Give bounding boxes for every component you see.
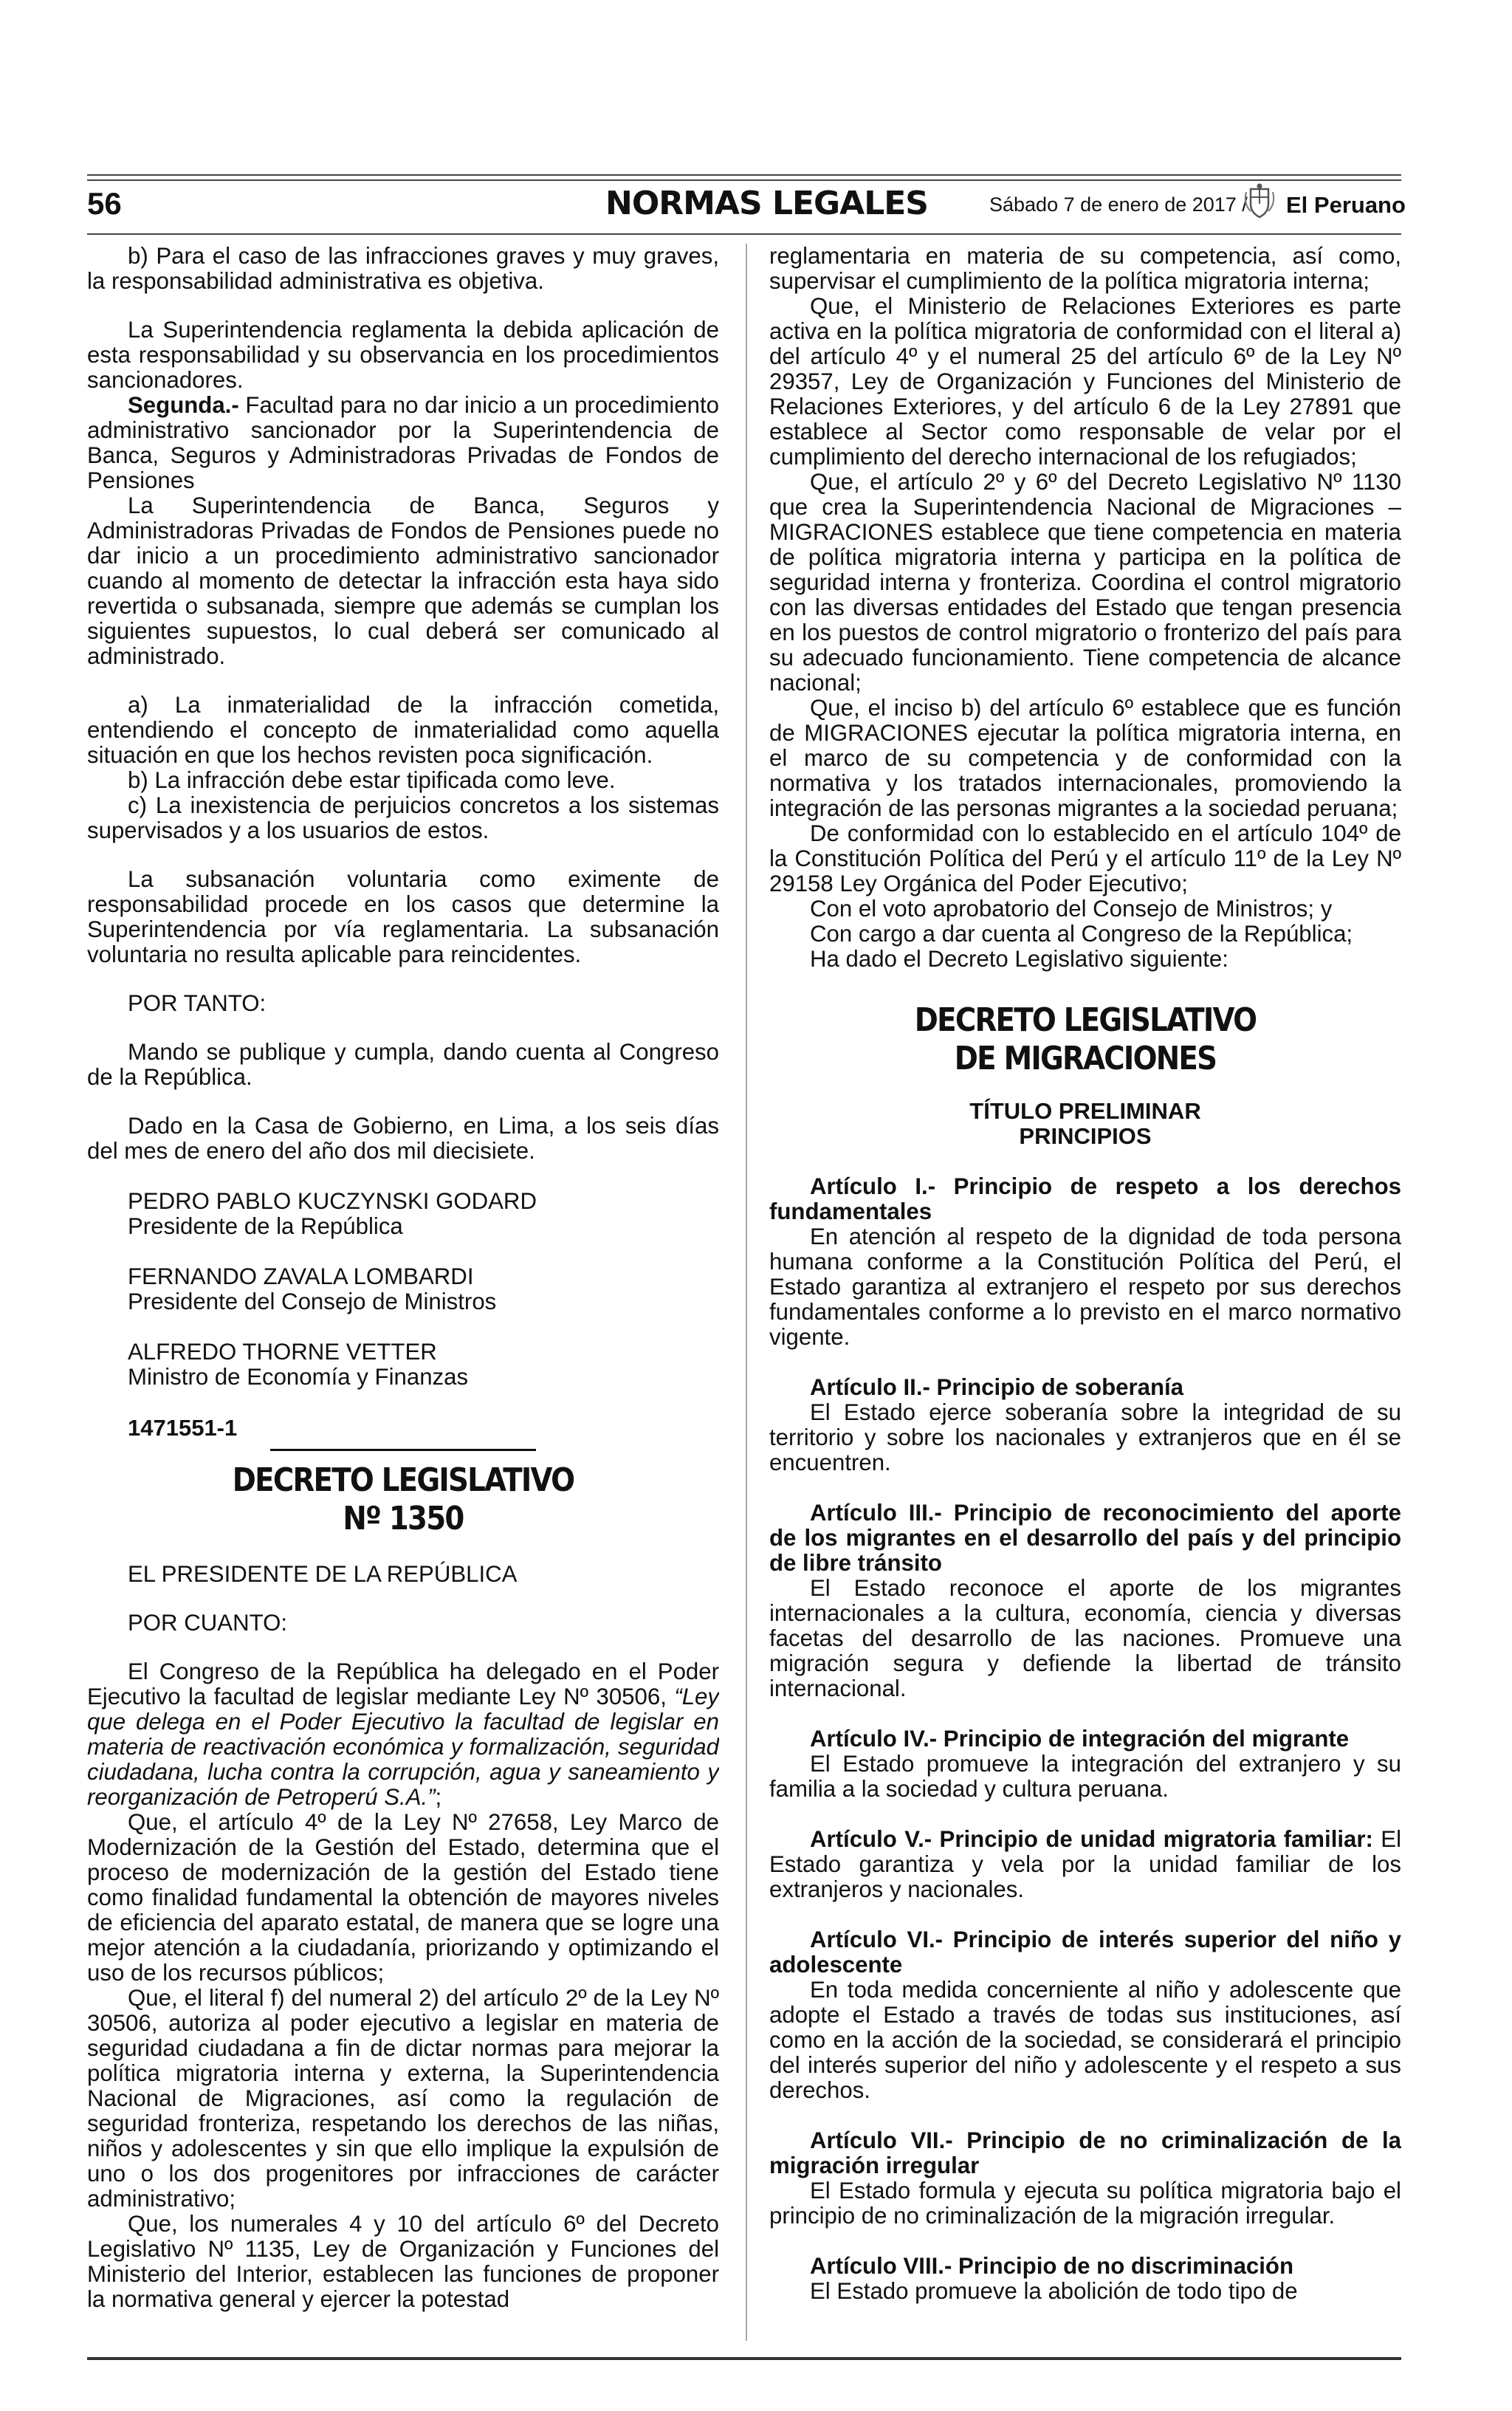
paragraph: b) Para el caso de las infracciones graves y muy graves, la responsabilidad administrativa es objetiva. [87,244,719,294]
paragraph: La subsanación voluntaria como eximente de responsabilidad procede en los casos que determine la Superintendencia por vía reglamentaria. La subsanación voluntaria no resulta aplicable para reincidentes. [87,866,719,967]
signatory-name: ALFREDO THORNE VETTER [128,1339,437,1365]
left-column [87,244,719,2370]
list-item: a) La inmaterialidad de la infracción cometida, entendiendo el concepto de inmaterialidad como aquella situación en que los hechos revisten poca significación. [87,692,719,768]
paragraph: Que, los numerales 4 y 10 del artículo 6º del Decreto Legislativo Nº 1135, Ley de Organización y Funciones del Ministerio del Interior, establecen las funciones de proponer la normativa general y ejercer la potestad [87,2211,719,2312]
paragraph: Que, el Ministerio de Relaciones Exteriores es parte activa en la política migratoria de conformidad con el literal a) del artículo 4º y el numeral 25 del artículo 6º de la Ley Nº 29357, Ley de Organización y Funciones del Ministerio de Relaciones Exteriores, y del artículo 6 de la Ley 27891 que establece al Sector como responsable de velar por el cumplimiento del derecho internacional de los refugiados; [769,293,1401,470]
paragraph: Que, el artículo 2º y 6º del Decreto Legislativo Nº 1130 que crea la Superintendencia Nacional de Migraciones – MIGRACIONES establece que tiene competencia en materia de política migratoria interna y participa en la política de seguridad interna y fronteriza. Coordina el control migratorio con las diversas entidades del Estado que tengan presencia en los puestos de control migratorio o fronterizo del país para su adecuado funcionamiento. Tiene competencia de alcance nacional; [769,469,1401,696]
article [769,1174,1401,1350]
right-column [769,244,1401,2370]
article [769,1375,1401,1475]
article [769,1726,1401,1802]
article-heading: Artículo VII.- Principio de no criminalización de la migración irregular [769,2127,1401,2178]
article [769,1827,1401,1902]
article-body: El Estado reconoce el aporte de los migrantes internacionales a la cultura, economía, ciencia y diversas facetas del desarrollo de las naciones. Promueve una migración segura y defiende la libertad de tránsito internacional. [769,1575,1401,1701]
paragraph: Ha dado el Decreto Legislativo siguiente: [810,946,1228,972]
text: El Congreso de la República ha delegado en el Poder Ejecutivo la facultad de legislar mediante Ley Nº 30506, [87,1659,719,1709]
paragraph: Mando se publique y cumpla, dando cuenta al Congreso de la República. [87,1039,719,1090]
paragraph: Dado en la Casa de Gobierno, en Lima, a los seis días del mes de enero del año dos mil diecisiete. [87,1113,719,1164]
column-divider [746,244,747,2341]
paragraph: EL PRESIDENTE DE LA REPÚBLICA [128,1561,518,1587]
article-body: El Estado ejerce soberanía sobre la integridad de su territorio y sobre los nacionales y extranjeros que en él se encuentren. [769,1399,1401,1475]
law-title-quote: “Ley que delega en el Poder Ejecutivo la facultad de legislar en materia de reactivación económica y formalización, seguridad ciudadana, lucha contra la corrupción, agua y saneamiento y reorganización de Petroperú S.A.” [87,1684,719,1810]
text: ; [435,1784,442,1810]
article-heading: Artículo VI.- Principio de interés superior del niño y adolescente [769,1927,1401,1978]
article-heading: Artículo V.- Principio de unidad migratoria familiar: [810,1826,1373,1852]
provision-label: Segunda.- [128,392,239,418]
paragraph: Que, el inciso b) del artículo 6º establece que es función de MIGRACIONES ejecutar la política migratoria interna, en el marco de su competencia y de conformidad con la normativa y los tratados internacionales, promoviendo la integración de las personas migrantes a la sociedad peruana; [769,695,1401,821]
provision-text: Facultad para no dar inicio a un procedimiento administrativo sancionador por la Superintendencia de Banca, Seguros y Administradoras Privadas de Fondos de Pensiones [87,392,719,493]
paragraph: Que, el artículo 4º de la Ley Nº 27658, Ley Marco de Modernización de la Gestión del Estado, determina que el proceso de modernización de la gestión del Estado tiene como finalidad fundamental la obtención de mayores niveles de eficiencia del aparato estatal, de manera que se logre una mejor atención a la ciudadanía, priorizando y optimizando el uso de los recursos públicos; [87,1809,719,1986]
signatory-role: Presidente de la República [128,1213,403,1239]
header-top-rule-2 [87,179,1401,181]
article-body: En atención al respeto de la dignidad de toda persona humana conforme a la Constitución Política del Perú, el Estado garantiza al extranjero el respeto por sus derechos fundamentales conforme a lo previsto en el marco normativo vigente. [769,1224,1401,1350]
paragraph: De conformidad con lo establecido en el artículo 104º de la Constitución Política del Perú y el artículo 11º de la Ley Nº 29158 Ley Orgánica del Poder Ejecutivo; [769,820,1401,896]
signature-block [87,1189,719,1239]
article-body: El Estado garantiza y vela por la unidad familiar de los extranjeros y nacionales. [769,1826,1401,1902]
publication-date: Sábado 7 de enero de 2017 / [989,193,1248,216]
articles-list [769,1174,1401,2304]
decree-heading [87,1461,719,1538]
header-bottom-rule [87,233,1401,235]
paragraph: Con el voto aprobatorio del Consejo de Ministros; y [810,896,1333,922]
title-label: TÍTULO PRELIMINAR [969,1098,1201,1124]
article-body: El Estado promueve la abolición de todo tipo de [810,2278,1298,2304]
signatory-role: Presidente del Consejo de Ministros [128,1289,497,1314]
article-heading: Artículo VIII.- Principio de no discriminación [810,2253,1294,2279]
article [769,2254,1401,2304]
paragraph: La Superintendencia reglamenta la debida aplicación de esta responsabilidad y su observancia en los procedimientos sancionadores. [87,317,719,393]
provision-segunda [87,393,719,493]
article-heading: Artículo IV.- Principio de integración del migrante [810,1726,1350,1752]
signatory-name: PEDRO PABLO KUCZYNSKI GODARD [128,1188,537,1214]
paragraph: Que, el literal f) del numeral 2) del artículo 2º de la Ley Nº 30506, autoriza al poder ejecutivo a legislar en materia de seguridad ciudadana a fin de dictar normas para mejorar la política migratoria interna y externa, la Superintendencia Nacional de Migraciones, así como la regulación de seguridad fronteriza, respetando los derechos de las niñas, niños y adolescentes y sin que ello implique la expulsión de uno o los dos progenitores por infracciones de carácter administrativo; [87,1985,719,2212]
decree-subtitle: DE MIGRACIONES [954,1040,1217,1077]
signature-block [87,1340,719,1390]
header-top-rule [87,174,1401,176]
article [769,1927,1401,2103]
section-title: NORMAS LEGALES [605,185,928,222]
decree-number: Nº 1350 [343,1500,464,1537]
article [769,2128,1401,2229]
article-body: En toda medida concerniente al niño y adolescente que adopte el Estado a través de todas sus instituciones, así como en la acción de la sociedad, se considerará el principio del interés superior del niño y adolescente y el respeto a sus derechos. [769,1977,1401,2103]
article-text [769,1827,1401,1902]
title-heading [769,1099,1401,1149]
title-name: PRINCIPIOS [1019,1123,1152,1149]
footer-rule [87,2357,1401,2360]
coat-of-arms-icon [1240,182,1279,220]
article-heading: Artículo III.- Principio de reconocimiento del aporte de los migrantes en el desarrollo del país y del principio de libre tránsito [769,1500,1401,1576]
paragraph: Con cargo a dar cuenta al Congreso de la República; [810,921,1353,947]
article [769,1501,1401,1701]
paragraph: POR CUANTO: [128,1610,288,1636]
article-heading: Artículo II.- Principio de soberanía [810,1374,1184,1400]
article-body: El Estado promueve la integración del extranjero y su familia a la sociedad y cultura peruana. [769,1751,1401,1802]
por-tanto: POR TANTO: [128,990,267,1016]
decree-title: DECRETO LEGISLATIVO [232,1461,574,1499]
signatory-name: FERNANDO ZAVALA LOMBARDI [128,1263,474,1289]
decree-heading [769,1001,1401,1078]
article-body: El Estado formula y ejecuta su política migratoria bajo el principio de no criminalización de la migración irregular. [769,2178,1401,2229]
newspaper-brand: El Peruano [1286,192,1406,218]
separator-rule [270,1449,536,1451]
list-item: c) La inexistencia de perjuicios concretos a los sistemas supervisados y a los usuarios de estos. [87,792,719,843]
paragraph [87,1659,719,1810]
paragraph: La Superintendencia de Banca, Seguros y Administradoras Privadas de Fondos de Pensiones puede no dar inicio a un procedimiento administrativo sancionador cuando al momento de detectar la infracción esta haya sido revertida o subsanada, siempre que además se cumplan los siguientes supuestos, lo cual deberá ser comunicado al administrado. [87,493,719,669]
decree-title: DECRETO LEGISLATIVO [914,1001,1257,1039]
paragraph: reglamentaria en materia de su competencia, así como, supervisar el cumplimiento de la política migratoria interna; [769,244,1401,294]
publication-code: 1471551-1 [128,1415,238,1441]
signatory-role: Ministro de Economía y Finanzas [128,1364,469,1390]
page-number: 56 [87,186,122,221]
signature-block [87,1264,719,1314]
list-item: b) La infracción debe estar tipificada como leve. [128,767,616,793]
article-heading: Artículo I.- Principio de respeto a los derechos fundamentales [769,1173,1401,1224]
